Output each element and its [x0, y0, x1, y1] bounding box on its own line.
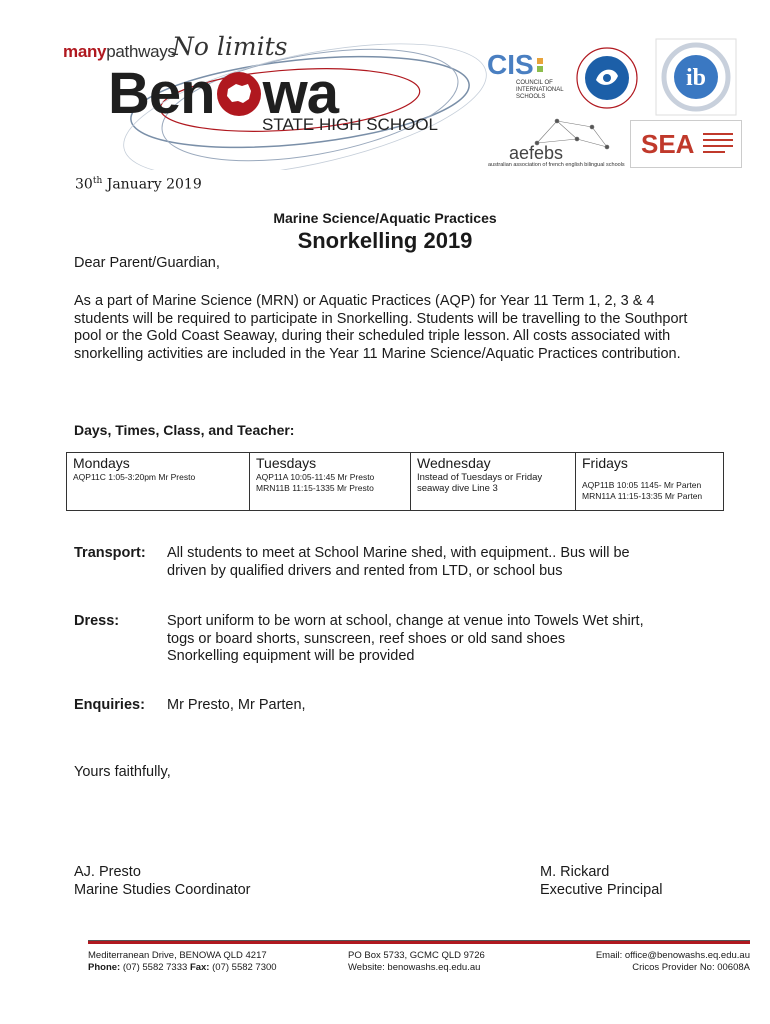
schedule-entry: MRN11A 11:15-13:35 Mr Parten — [582, 491, 703, 501]
schedule-entry: MRN11B 11:15-1335 Mr Presto — [256, 483, 374, 493]
footer-address: Mediterranean Drive, BENOWA QLD 4217 — [88, 950, 267, 961]
svg-text:ib: ib — [685, 65, 707, 91]
transport-label: Transport: — [74, 545, 146, 561]
schedule-entry: AQP11C 1:05-3:20pm Mr Presto — [73, 472, 196, 482]
sea-logo-icon — [631, 121, 741, 167]
dress-label: Dress: — [74, 613, 120, 629]
schedule-day: Fridays — [582, 455, 628, 471]
signatory-role: Marine Studies Coordinator — [74, 881, 251, 898]
transport-line: driven by qualified drivers and rented from LTD, or school bus — [167, 562, 563, 579]
brand-nolimits: No limits — [172, 32, 288, 61]
letter-paragraph: As a part of Marine Science (MRN) or Aquatic Practices (AQP) for Year 11 Term 1, 2, 3 & 4 students will be required to participate in Snorkelling. Students will be travelling to the Southport pool or the Gold Coast Seaway, during their scheduled triple lesson. All costs associated with snorkelling activities are included in the Year 11 Marine Science/Aquatic Practices contribution. — [74, 293, 688, 362]
schedule-day: Mondays — [73, 455, 130, 471]
footer-address-block — [88, 950, 277, 974]
school-emblem-icon — [216, 71, 262, 117]
schedule-cell-friday — [576, 453, 724, 511]
school-subtitle: STATE HIGH SCHOOL — [262, 115, 439, 134]
dress-value — [167, 613, 727, 666]
footer-divider — [88, 940, 750, 944]
enquiries-value: Mr Presto, Mr Parten, — [167, 697, 306, 713]
aefebs-logo-caption: australian association of french english bilingual schools — [488, 162, 625, 168]
letter-subject: Marine Science/Aquatic Practices — [273, 210, 497, 226]
dress-line: togs or board shorts, sunscreen, reef shoes or old sand shoes — [167, 630, 566, 647]
table-row — [67, 453, 724, 511]
schedule-entry: AQP11B 10:05 1145- Mr Parten — [582, 480, 702, 490]
schedule-cell-wednesday — [411, 453, 576, 511]
schedule-cell-tuesday — [250, 453, 411, 511]
transport-line: All students to meet at School Marine shed, with equipment.. Bus will be — [167, 545, 630, 561]
footer-phone-fax: Phone: (07) 5582 7333 Fax: (07) 5582 7300 — [88, 962, 277, 973]
ib-world-school-logo-icon — [655, 38, 737, 116]
footer-cricos: Cricos Provider No: 00608A — [632, 962, 750, 973]
schedule-entry: seaway dive Line 3 — [417, 483, 498, 494]
schedule-entry: AQP11A 10:05-11:45 Mr Presto — [256, 472, 375, 482]
signatory-role: Executive Principal — [540, 881, 663, 898]
brand-tagline: manypathways — [63, 42, 176, 61]
schedule-day: Wednesday — [417, 455, 491, 471]
signature-left — [74, 864, 251, 899]
dress-line: Snorkelling equipment will be provided — [167, 648, 415, 665]
footer-contact-block — [596, 950, 750, 974]
transport-value — [167, 545, 727, 580]
signatory-name: M. Rickard — [540, 864, 610, 880]
letter-date: 30th January 2019 — [75, 176, 202, 193]
letter-title: Snorkelling 2019 — [297, 228, 473, 253]
aefebs-logo-text: aefebs — [509, 143, 564, 163]
schedule-heading: Days, Times, Class, and Teacher: — [74, 422, 295, 438]
labelfranceducation-logo-icon — [572, 38, 642, 118]
cis-logo-icon — [485, 48, 545, 82]
footer-postal-block — [348, 950, 485, 974]
dress-line: Sport uniform to be worn at school, change at venue into Towels Wet shirt, — [167, 613, 644, 629]
aefebs-logo-icon — [487, 117, 617, 163]
footer-website[interactable]: Website: benowashs.eq.edu.au — [348, 962, 481, 973]
sea-logo-text: SEA — [641, 129, 695, 159]
signature-right — [540, 864, 663, 899]
footer-po-box: PO Box 5733, GCMC QLD 9726 — [348, 950, 485, 961]
signatory-name: AJ. Presto — [74, 864, 141, 880]
school-name: Ben wa — [108, 61, 338, 126]
schedule-day: Tuesdays — [256, 455, 317, 471]
cis-logo-caption: COUNCIL OF INTERNATIONAL SCHOOLS — [516, 80, 564, 100]
schedule-cell-monday — [67, 453, 250, 511]
footer-email[interactable]: Email: office@benowashs.eq.edu.au — [595, 950, 750, 961]
sea-logo — [630, 120, 742, 168]
cis-logo-text: CIS — [487, 49, 534, 80]
enquiries-label: Enquiries: — [74, 697, 145, 713]
letter-greeting: Dear Parent/Guardian, — [74, 255, 220, 271]
schedule-entry: Instead of Tuesdays or Friday — [417, 472, 543, 483]
letter-closing: Yours faithfully, — [74, 764, 171, 780]
schedule-table — [66, 452, 724, 511]
